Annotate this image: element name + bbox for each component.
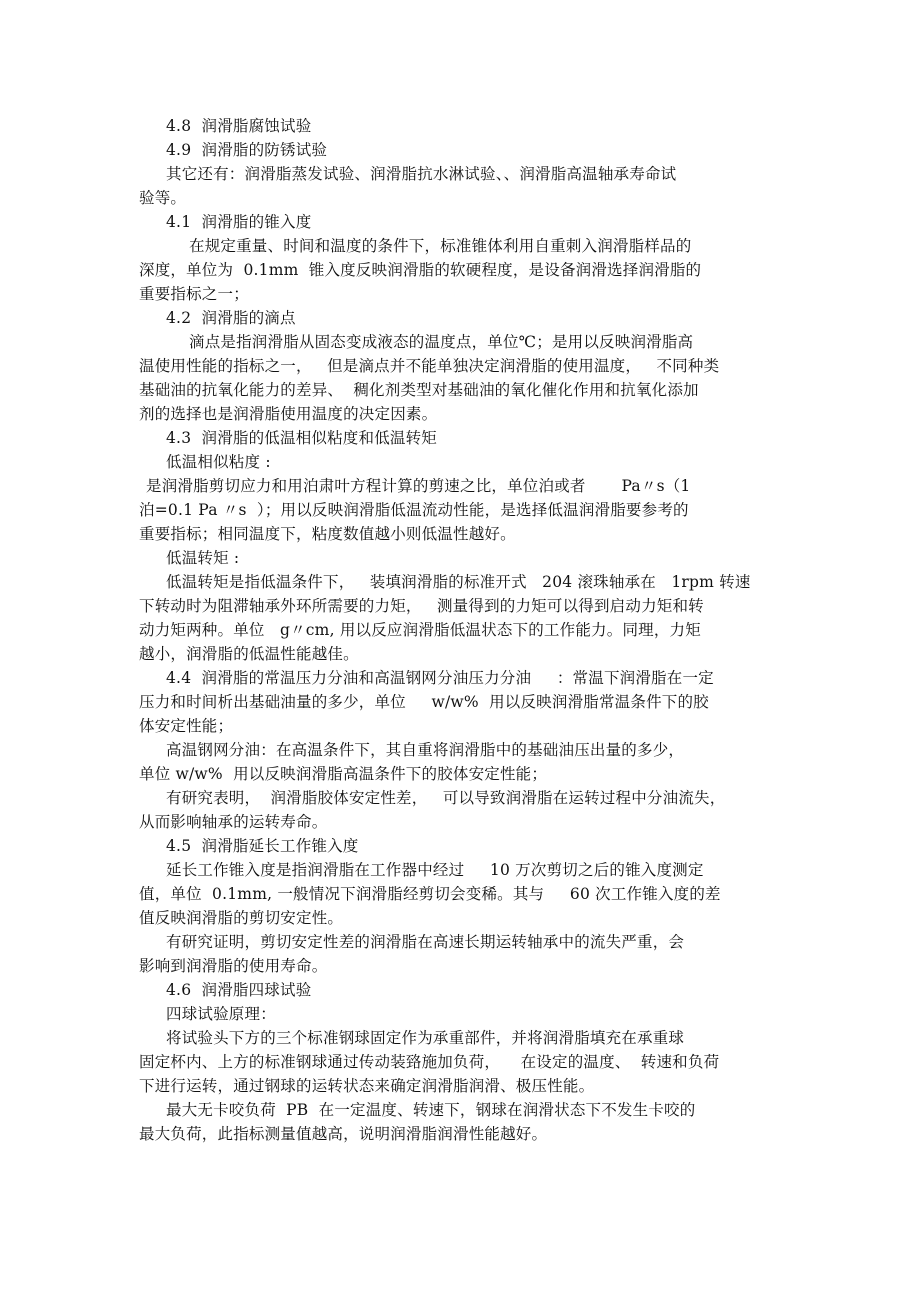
paragraph-line: 有研究表明， 润滑脂胶体安定性差， 可以导致润滑脂在运转过程中分油流失， (166, 789, 726, 807)
paragraph-line: 下进行运转，通过钢球的运转状态来确定润滑脂润滑、极压性能。 (139, 1077, 595, 1095)
paragraph-line: 延长工作锥入度是指润滑脂在工作器中经过 10 万次剪切之后的锥入度测定 (166, 861, 704, 879)
heading-4-5: 4.5 润滑脂延长工作锥入度 (166, 837, 359, 855)
paragraph-line: 动力矩两种。单位 g〃cm, 用以反应润滑脂低温状态下的工作能力。同理，力矩 (139, 621, 701, 639)
paragraph-line: 最大无卡咬负荷 PB 在一定温度、转速下，钢球在润滑状态下不发生卡咬的 (166, 1101, 696, 1119)
subheading: 低温转矩 : (166, 549, 240, 567)
paragraph-line: 值反映润滑脂的剪切安定性。 (139, 909, 344, 927)
paragraph-line: 压力和时间析出基础油量的多少，单位 w/w% 用以反映润滑脂常温条件下的胶 (139, 693, 709, 711)
paragraph-line: 深度，单位为 0.1mm 锥入度反映润滑脂的软硬程度，是设备润滑选择润滑脂的 (139, 261, 702, 279)
paragraph-line: 低温转矩是指低温条件下， 装填润滑脂的标准开式 204 滚珠轴承在 1rpm 转速 (166, 573, 751, 591)
paragraph-line: 影响到润滑脂的使用寿命。 (139, 957, 328, 975)
paragraph-line: 最大负荷，此指标测量值越高，说明润滑脂润滑性能越好。 (139, 1125, 548, 1143)
paragraph-line: 温使用性能的指标之一， 但是滴点并不能单独决定润滑脂的使用温度， 不同种类 (139, 357, 720, 375)
paragraph-line: 高温钢网分油：在高温条件下，其自重将润滑脂中的基础油压出量的多少， (166, 741, 685, 759)
heading-4-4: 4.4 润滑脂的常温压力分油和高温钢网分油压力分油 ：常温下润滑脂在一定 (166, 669, 714, 687)
subheading: 低温相似粘度 : (166, 453, 271, 471)
paragraph-line: 值，单位 0.1mm, 一般情况下润滑脂经剪切会变稀。其与 60 次工作锥入度的差 (139, 885, 721, 903)
paragraph-line: 重要指标之一； (139, 285, 249, 303)
heading-4-3: 4.3 润滑脂的低温相似粘度和低温转矩 (166, 429, 438, 447)
paragraph-line: 剂的选择也是润滑脂使用温度的决定因素。 (139, 405, 438, 423)
heading-4-8: 4.8 润滑脂腐蚀试验 (166, 117, 312, 135)
paragraph-line: 固定杯内、上方的标准钢球通过传动装臵施加负荷， 在设定的温度、 转速和负荷 (139, 1053, 720, 1071)
paragraph-line: 越小，润滑脂的低温性能越佳。 (139, 645, 359, 663)
paragraph-line: 在规定重量、时间和温度的条件下，标准锥体利用自重刺入润滑脂样品的 (189, 237, 692, 255)
heading-4-6: 4.6 润滑脂四球试验 (166, 981, 312, 999)
paragraph-line: 体安定性能； (139, 717, 234, 735)
subheading: 四球试验原理： (166, 1005, 276, 1023)
paragraph-line: 验等。 (139, 189, 187, 207)
paragraph-line: 其它还有：润滑脂蒸发试验、润滑脂抗水淋试验、、润滑脂高温轴承寿命试 (166, 165, 677, 183)
paragraph-line: 下转动时为阻滞轴承外环所需要的力矩， 测量得到的力矩可以得到启动力矩和转 (139, 597, 704, 615)
paragraph-line: 有研究证明，剪切安定性差的润滑脂在高速长期运转轴承中的流失严重，会 (166, 933, 685, 951)
paragraph-line: 重要指标；相同温度下，粘度数值越小则低温性越好。 (139, 525, 516, 543)
paragraph-line: 将试验头下方的三个标准钢球固定作为承重部件，并将润滑脂填充在承重球 (166, 1029, 685, 1047)
paragraph-line: 是润滑脂剪切应力和用泊肃叶方程计算的剪速之比，单位泊或者 Pa〃s（1 (146, 477, 691, 495)
paragraph-line: 从而影响轴承的运转寿命。 (139, 813, 328, 831)
heading-4-2: 4.2 润滑脂的滴点 (166, 309, 296, 327)
heading-4-9: 4.9 润滑脂的防锈试验 (166, 141, 328, 159)
paragraph-line: 滴点是指润滑脂从固态变成液态的温度点，单位℃；是用以反映润滑脂高 (189, 333, 694, 351)
heading-4-1: 4.1 润滑脂的锥入度 (166, 213, 312, 231)
paragraph-line: 基础油的抗氧化能力的差异、 稠化剂类型对基础油的氧化催化作用和抗氧化添加 (139, 381, 699, 399)
paragraph-line: 单位 w/w% 用以反映润滑脂高温条件下的胶体安定性能； (139, 765, 548, 783)
paragraph-line: 泊=0.1 Pa 〃s ）；用以反映润滑脂低温流动性能，是选择低温润滑脂要参考的 (139, 501, 689, 519)
